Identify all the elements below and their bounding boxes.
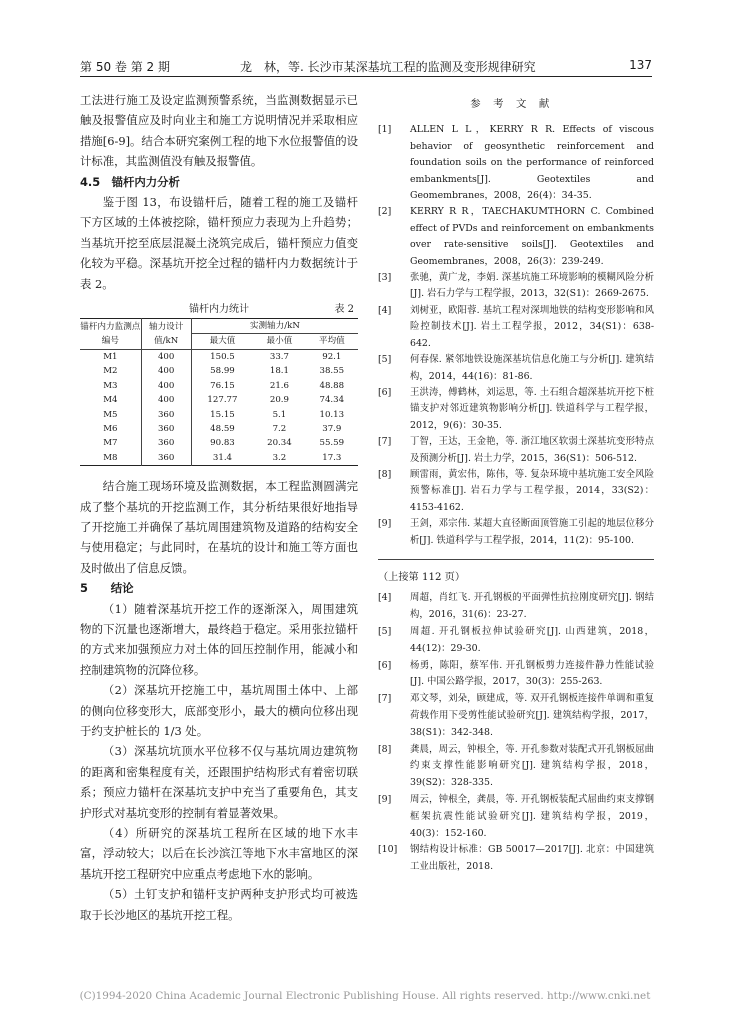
anchor-force-table xyxy=(80,318,358,466)
table-caption xyxy=(80,300,358,318)
table-cell: 31.4 xyxy=(212,452,233,463)
table-cell: 360 xyxy=(141,451,191,466)
table-cell: 400 xyxy=(141,364,191,378)
conclusion-1: （1）随着深基坑开挖工作的逐渐深入，周围建筑物的下沉量也逐渐增大，最终趋于稳定。采用张拉锚杆的方式来加强预应力对土体的回压控制作用，能减小和控制建筑物的沉降位移。 xyxy=(80,601,358,677)
reference-item xyxy=(378,691,654,741)
table-row xyxy=(80,436,358,450)
reference-number: [10] xyxy=(378,844,398,856)
reference-number: [5] xyxy=(378,625,392,637)
reference-number: [7] xyxy=(378,693,392,705)
reference-text: 龚晨，周云，钟根全，等. 开孔参数对装配式开孔钢板屈曲约束支撑性能影响研究[J]. 建筑结构学报，2018，39(S2)：328-335. xyxy=(410,743,654,789)
continued-reference-list xyxy=(378,590,654,876)
reference-number: [5] xyxy=(378,354,392,366)
table-cell: M6 xyxy=(80,422,141,436)
reference-item xyxy=(378,792,654,842)
reference-number: [4] xyxy=(378,304,392,316)
table-cell: M8 xyxy=(80,451,141,466)
continued-note: （上接第 112 页） xyxy=(378,571,466,583)
journal-volume: 第 50 卷 第 2 期 xyxy=(80,60,170,74)
table-cell: M5 xyxy=(80,408,141,422)
article-running-title: 龙 林，等. 长沙市某深基坑工程的监测及变形规律研究 xyxy=(240,60,536,74)
table-cell: 58.99 xyxy=(210,366,235,377)
table-row xyxy=(80,422,358,436)
reference-item xyxy=(378,590,654,624)
table-cell: 360 xyxy=(141,408,191,422)
table-cell: 33.7 xyxy=(269,351,289,362)
table-cell: 127.77 xyxy=(207,395,238,406)
section-4-5-heading: 4.5 锚杆内力分析 xyxy=(80,174,180,189)
table-cell: 400 xyxy=(141,393,191,407)
reference-text: 周云，钟根全，龚晨，等. 开孔钢板装配式屈曲约束支撑钢框架抗震性能试验研究[J]. 建筑结构学报，2019，40(3)：152-160. xyxy=(410,793,654,839)
paragraph-after-table: 结合施工现场环境及监测数据，本工程监测圆满完成了整个基坑的开挖监测工作，其分析结果很好地指导了开挖施工并确保了基坑周围建筑物及道路的结构安全与使用稳定；与此同时，在基坑的设计和施工等方面也及时做出了信息反馈。 xyxy=(80,479,358,575)
table-cell: 360 xyxy=(141,436,191,450)
table-cell: 15.15 xyxy=(210,409,235,420)
reference-item xyxy=(378,467,654,516)
reference-number: [4] xyxy=(378,592,392,604)
reference-item xyxy=(378,204,654,270)
reference-number: [3] xyxy=(378,272,392,284)
table-cell: 400 xyxy=(141,379,191,393)
reference-item xyxy=(378,352,654,385)
reference-item xyxy=(378,434,654,467)
table-cell: 18.1 xyxy=(269,366,289,377)
paragraph-intro: 工法进行施工及设定监测预警系统，当监测数据显示已触及报警值应及时向业主和施工方说明情况并采取相应措施[6-9]。结合本研究案例工程的地下水位报警值的设计标准，其监测值没有触及报警值。 xyxy=(80,93,358,169)
reference-number: [2] xyxy=(378,206,392,218)
table-cell: 55.59 xyxy=(319,438,345,449)
reference-text: 钢结构设计标准：GB 50017—2017[J]. 北京：中国建筑工业出版社，2018. xyxy=(410,844,654,873)
table-cell: M2 xyxy=(80,364,141,378)
table-cell: 10.13 xyxy=(319,409,345,420)
table-row xyxy=(80,451,358,466)
reference-item xyxy=(378,742,654,792)
table-row xyxy=(80,364,358,378)
reference-text: 何春保. 紧邻地铁设施深基坑信息化施工与分析[J]. 建筑结构，2014，44(16)：81-86. xyxy=(410,354,654,382)
reference-list xyxy=(378,122,654,549)
table-cell: 48.88 xyxy=(319,380,345,391)
reference-text: 张驰，黄广龙，李娟. 深基坑施工环境影响的模糊风险分析[J]. 岩石力学与工程学报，2013，32(S1)：2669-2675. xyxy=(410,272,654,300)
paragraph-4-5: 鉴于图 13，布设锚杆后，随着工程的施工及锚杆下方区域的土体被挖除，锚杆预应力表现为上升趋势；当基坑开挖至底层混凝土浇筑完成后，锚杆预应力值变化较为平稳。深基坑开挖全过程的锚杆内力数据统计于表 2。 xyxy=(80,195,358,291)
table-cell: 17.3 xyxy=(322,452,342,463)
reference-number: [8] xyxy=(378,743,392,755)
col-header-avg: 平均值 xyxy=(306,334,358,349)
table-cell: 20.9 xyxy=(269,395,289,406)
divider xyxy=(378,559,654,560)
reference-text: 王洪涛，傅鹤林，刘运思，等. 土石组合超深基坑开挖下桩锚支护对邻近建筑物影响分析[J]. 铁道科学与工程学报，2012，9(6)：30-35. xyxy=(410,386,654,431)
conclusion-4: （4）所研究的深基坑工程所在区域的地下水丰富，浮动较大；以后在长沙滨江等地下水丰富地区的深基坑开挖工程研究中应重点考虑地下水的影响。 xyxy=(80,826,358,881)
table-cell: 92.1 xyxy=(322,351,342,362)
reference-number: [9] xyxy=(378,793,392,805)
table-title: 锚杆内力统计 xyxy=(189,304,249,316)
col-header-measured: 实测轴力/kN xyxy=(191,319,358,334)
col-header-id: 锚杆内力监测点编号 xyxy=(80,319,141,350)
table-cell: 90.83 xyxy=(210,438,235,449)
reference-text: 王剑，邓宗伟. 某超大直径断面顶管施工引起的地层位移分析[J]. 铁道科学与工程学报，2014，11(2)：95-100. xyxy=(410,518,654,546)
conclusion-3: （3）深基坑坑顶水平位移不仅与基坑周边建筑物的距离和密集程度有关，还跟围护结构形式有着密切联系；预应力锚杆在深基坑支护中充当了重要角色，其支护形式对基坑变形的控制有着显著效果。 xyxy=(80,744,358,820)
reference-item xyxy=(378,516,654,549)
reference-text: 杨勇，陈阳，蔡军伟. 开孔钢板剪力连接件静力性能试验[J]. 中国公路学报，2017，30(3)：255-263. xyxy=(410,659,654,688)
table-number: 表 2 xyxy=(334,304,354,316)
table-cell: M7 xyxy=(80,436,141,450)
reference-number: [1] xyxy=(378,124,392,136)
conclusion-5: （5）土钉支护和锚杆支护两种支护形式均可被选取于长沙地区的基坑开挖工程。 xyxy=(80,887,358,922)
reference-number: [7] xyxy=(378,436,392,448)
table-cell: M4 xyxy=(80,393,141,407)
table-cell: 3.2 xyxy=(272,452,287,463)
reference-text: KERRY R R，TAECHAKUMTHORN C. Combined effect of PVDs and reinforcement on embankments over rate-sensitive soils[J]. Geotextiles and Geomembranes，2008，26(3)：239-249. xyxy=(410,206,654,267)
reference-number: [9] xyxy=(378,518,392,530)
table-cell: 150.5 xyxy=(210,351,235,362)
table-cell: 20.34 xyxy=(267,438,292,449)
table-cell: M3 xyxy=(80,379,141,393)
table-row xyxy=(80,349,358,364)
reference-item xyxy=(378,385,654,434)
table-cell: 21.6 xyxy=(269,380,289,391)
left-column xyxy=(80,90,358,925)
reference-number: [6] xyxy=(378,659,392,671)
col-header-min: 最小值 xyxy=(253,334,305,349)
table-cell: 74.34 xyxy=(319,395,345,406)
table-cell: 48.59 xyxy=(210,423,235,434)
table-row xyxy=(80,379,358,393)
reference-number: [8] xyxy=(378,468,392,480)
reference-item xyxy=(378,270,654,303)
copyright-footer: (C)1994-2020 China Academic Journal Electronic Publishing House. All rights reserved. http://www.cnki.net xyxy=(79,990,651,1002)
col-header-max: 最大值 xyxy=(191,334,253,349)
reference-item xyxy=(378,658,654,692)
table-cell: 37.9 xyxy=(322,423,342,434)
reference-text: ALLEN L L，KERRY R R. Effects of viscous behavior of geosynthetic reinforcement and foundation soils on the performance of reinforced embankments[J]. Geotextiles and Geomembranes，2008，26(4)：34-35. xyxy=(410,124,654,202)
reference-text: 邓文琴，刘朵，顾建成，等. 双开孔钢板连接件单调和重复荷载作用下受剪性能试验研究[J]. 建筑结构学报，2017，38(S1)：342-348. xyxy=(410,693,654,738)
reference-item xyxy=(378,303,654,352)
page-number: 137 xyxy=(629,58,652,72)
conclusion-2: （2）深基坑开挖施工中，基坑周围土体中、上部的侧向位移变形大，底部变形小，最大的横向位移出现于约支护桩长的 1/3 处。 xyxy=(80,683,358,738)
running-header xyxy=(80,52,652,77)
reference-number: [6] xyxy=(378,386,392,398)
col-header-design: 轴力设计值/kN xyxy=(141,319,191,350)
table-cell: 400 xyxy=(141,349,191,364)
table-cell: 360 xyxy=(141,422,191,436)
table-cell: 76.15 xyxy=(210,380,235,391)
reference-item xyxy=(378,122,654,204)
reference-item xyxy=(378,624,654,658)
reference-item xyxy=(378,842,654,876)
right-column xyxy=(378,90,654,876)
reference-text: 刘树亚，欧阳蓉. 基坑工程对深圳地铁的结构变形影响和风险控制技术[J]. 岩土工程学报，2012，34(S1)：638-642. xyxy=(410,304,654,349)
reference-text: 丁智，王达，王金艳，等. 浙江地区软弱土深基坑变形特点及预测分析[J]. 岩土力学，2015，36(S1)：506-512. xyxy=(410,436,654,464)
table-row xyxy=(80,393,358,407)
table-cell: 38.55 xyxy=(319,366,345,377)
table-cell: 7.2 xyxy=(272,423,287,434)
section-5-heading: 5 结论 xyxy=(80,581,134,596)
reference-text: 周超，肖红飞. 开孔钢板的平面弹性抗拉刚度研究[J]. 钢结构，2016，31(6)：23-27. xyxy=(410,592,654,621)
table-row xyxy=(80,408,358,422)
references-heading: 参考文献 xyxy=(470,98,562,110)
reference-text: 顾雷雨，黄宏伟，陈伟，等. 复杂环境中基坑施工安全风险预警标准[J]. 岩石力学与工程学报，2014，33(S2)：4153-4162. xyxy=(410,468,654,513)
reference-text: 周超. 开孔钢板拉伸试验研究[J]. 山西建筑，2018，44(12)：29-30. xyxy=(410,625,654,654)
table-cell: M1 xyxy=(80,349,141,364)
table-cell: 5.1 xyxy=(272,409,287,420)
